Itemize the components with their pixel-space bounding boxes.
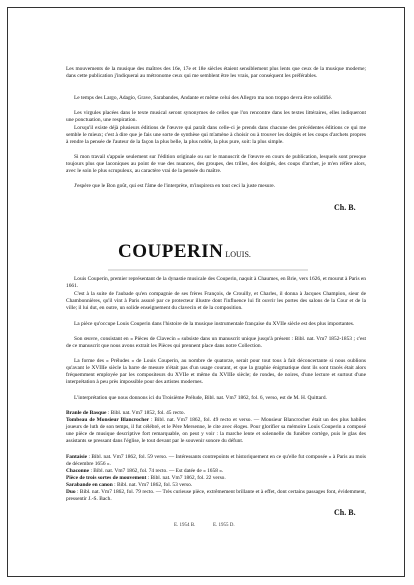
work-item: Pièce de trois sortes de mouvement : Bibl. nat. Vm7 1862, fol. 22 verso.: [66, 475, 226, 481]
work-item: Chaconne : Bibl. nat. Vm7 1862, fol. 74 recto. — Est datée de « 1658 ».: [66, 468, 224, 474]
work-item: Branle de Basque : Bibl. nat. Vm7 1852, fol. 45 recto.: [66, 410, 185, 416]
preface-paragraph-1: Les mouvements de la musique des maîtres des 16e, 17e et 18e siècles étaient sensiblement plus lents que ceux de la musique moderne; dans cette publication j'indiquerai au métronome ceux qui me semblent être les vrais, par conséquent les préférables.: [66, 66, 366, 80]
work-item: Duo : Bibl. nat. Vm7 1862, fol. 79 recto. — Très curieuse pièce, extrêmement brillante et à effet, dont certains passages font, évidemment, pressentir J.-S. Bach.: [66, 489, 366, 503]
composer-firstname: LOUIS.: [225, 250, 251, 259]
entry-paragraph-4: Son œuvre, consistant en « Pièces de Clavecin » subsiste dans un manuscrit unique jusqu'à présent : Bibl. nat. Vm7 1852-1853 ; c'est de ce manuscrit que nous avons extrait les Pièces qui prennent place dans notre Collection.: [66, 336, 366, 350]
entry-paragraph-5: La forme des « Préludes » de Louis Couperin, au nombre de quatorze, serait pour tout tous à fait déconcertante si nous oublions qu'avant le XVIIIe siècle la barre de mesure n'était pas d'un usage courant, et que la graphie énigmatique dont ils sont tracés était alors fréquemment employée par les compositeurs du XVIIe et même du XVIIIe siècle; de rondes, de noires, d'une lecture et surtout d'une interprétation à peu près impossible pour des artistes modernes.: [66, 358, 366, 386]
document-page: [7, 7, 405, 577]
work-item: Sarabande en canon : Bibl. nat. Vm7 1862, fol. 53 verso.: [66, 482, 193, 488]
preface-paragraph-3: Les virgules placées dans le texte musical seront synonymes de celles que l'on rencontre dans les textes littéraires, elles indiqueront une ponctuation, une respiration.: [66, 110, 366, 124]
preface-paragraph-6: J'espère que le Bon goût, qui est l'âme de l'interprète, m'inspirera en tout ceci la juste mesure.: [74, 183, 276, 189]
entry-signature: Ch. B.: [334, 508, 356, 517]
entry-paragraph-1: Louis Couperin, premier représentant de la dynastie musicale des Couperin, naquit à Chaumes, en Brie, vers 1626, et mourut à Paris en 1661.: [66, 276, 366, 290]
footer-left-code: E. 1954 B.: [174, 523, 196, 528]
footer-right-code: E. 1955 D.: [213, 523, 235, 528]
composer-name: COUPERIN: [118, 241, 224, 262]
entry-paragraph-2: C'est à la suite de l'aubade qu'en compagnie de ses frères François, de Crouilly, et Charles, il donna à Jacques Champion, sieur de Chambonnières, qu'il vint à Paris assuré par ce protecteur illustre dont l'influence lui fit ouvrir les portes des salons de la Cour et de la ville; il lui dut, en outre, un solide enseignement du clavecin et de la composition.: [66, 291, 366, 312]
preface-paragraph-4: Lorsqu'il existe déjà plusieurs éditions de l'œuvre qui paraît dans celle-ci je prends dans chacune des précédentes éditions ce qui me semble le mieux; c'est à dire que je fais une sorte de synthèse qui m'amène à choisir ou à trouver les doigtés et les coups d'archets propres à rendre la pensée de l'auteur de la façon la plus belle, la plus noble, la plus pure, soit: la plus simple.: [66, 125, 366, 146]
preface-paragraph-5: Si mon travail s'appuie seulement sur l'édition originale ou sur le manuscrit de l'œuvre en cours de publication, lesquels sont presque toujours plus que laconiques au point de vue des nuances, des groupes, des trilles, des doigtés, des coups d'archet, je m'en réfère alors, avec le soin le plus scrupuleux, au caractère vrai de la pensée du maître.: [66, 154, 366, 175]
entry-paragraph-3: La pièce qu'occupe Louis Couperin dans l'histoire de la musique instrumentale française du XVIIe siècle est des plus importantes.: [74, 321, 355, 327]
entry-paragraph-6: L'interprétation que nous donnons ici du Troisième Prélude, Bibl. nat. Vm7 1862, fol. 6, verso, est de M. H. Quittard.: [74, 395, 327, 401]
preface-signature: Ch. B.: [334, 203, 356, 212]
work-item: Fantaisie : Bibl. nat. Vm7 1862, fol. 59 verso. — Intéressants contrepoints et historiquement en ce qu'elle fut composée « à Paris au mois de décembre 1656 ».: [66, 454, 366, 468]
title-ornament: [108, 268, 308, 272]
page-title: [118, 241, 251, 263]
preface-paragraph-2: Le temps des Largo, Adagio, Grave, Sarabandes, Andante et même celui des Allegro ma non troppo devra être solidifié.: [74, 95, 333, 101]
work-item: Tombeau de Monsieur Blancrocher : Bibl. nat. Vm7 1862, fol. 49 recto et verso. — Monsieur Blancrocher était un des plus habiles joueurs de luth de son temps, il fut célébré, et le Père Mersenne, le cite avec éloges. Pour glorifier sa mémoire Louis Couperin a composé une pièce de musique descriptive fort remarquable, on peut y voir : la marche lente et solennelle du funèbre cortège, puis le glas des assistants se pressant dans l'église, le tout devant par le souvenir sonore du défunt.: [66, 417, 366, 445]
